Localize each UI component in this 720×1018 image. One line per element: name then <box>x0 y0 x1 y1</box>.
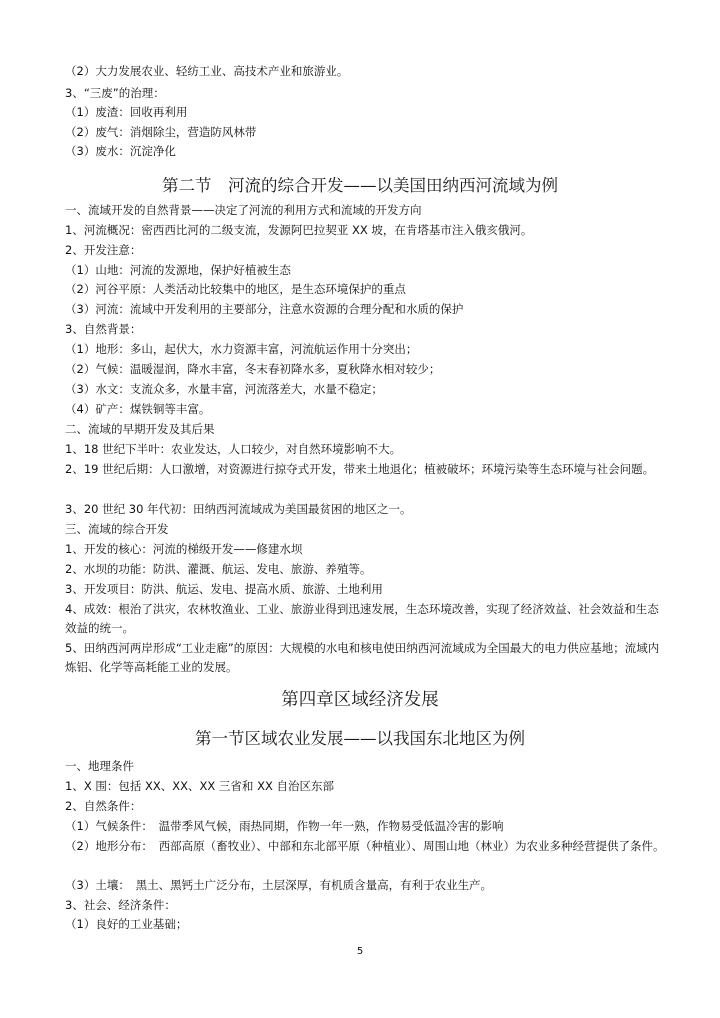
chapter-title: 第四章区域经济发展 <box>281 690 439 710</box>
text-line: （3）废水：沉淀净化 <box>65 144 176 158</box>
text-paragraph: 2、19 世纪后期：人口激增，对资源进行掠夺式开发，带来土地退化；植被破坏；环境污染等生态环境与社会问题。 <box>65 462 655 476</box>
text-paragraph: 5、田纳西河两岸形成“工业走廊”的原因：大规模的水电和核电使田纳西河流域成为全国最大的电力供应基地；流域内炼铝、化学等高耗能工业的发展。 <box>65 641 660 674</box>
text-paragraph: （2）地形分布： 西部高原（畜牧业）、中部和东北部平原（种植业）、周围山地（林业）为农业多种经营提供了条件。 <box>65 839 665 853</box>
text-line: （3）河流：流域中开发利用的主要部分，注意水资源的合理分配和水质的保护 <box>65 302 464 316</box>
text-line: （4）矿产：煤铁铜等丰富。 <box>65 402 211 416</box>
text-line: （2）河谷平原：人类活动比较集中的地区，是生态环境保护的重点 <box>65 282 406 296</box>
text-line: （2）废气：消烟除尘，营造防风林带 <box>65 125 257 139</box>
text-line: （1）良好的工业基础； <box>65 917 188 931</box>
text-line: （1）气候条件： 温带季风气候，雨热同期，作物一年一熟，作物易受低温冷害的影响 <box>65 819 504 833</box>
text-line: 1、开发的核心：河流的梯级开发——修建水坝 <box>65 542 303 556</box>
text-line: （2）大力发展农业、轻纺工业、高技术产业和旅游业。 <box>65 64 349 78</box>
text-paragraph: 4、成效：根治了洪灾，农林牧渔业、工业、旅游业得到迅速发展，生态环境改善，实现了经济效益、社会效益和生态效益的统一。 <box>65 602 659 635</box>
text-line: （1）地形：多山，起伏大，水力资源丰富，河流航运作用十分突出； <box>65 342 418 356</box>
text-line: （3）水文：支流众多，水量丰富，河流落差大，水量不稳定； <box>65 382 383 396</box>
text-line: 1、河流概况：密西西比河的二级支流，发源阿巴拉契亚 XX 坡，在肯塔基市注入俄亥俄河。 <box>65 223 533 237</box>
section-title: 第一节区域农业发展——以我国东北地区为例 <box>195 729 525 748</box>
text-line: （3）土壤： 黑土、黑钙土广泛分布，土层深厚，有机质含量高，有利于农业生产。 <box>65 878 493 892</box>
text-line: 三、流域的综合开发 <box>65 522 169 536</box>
text-line: 1、X 围：包括 XX、XX、XX 三省和 XX 自治区东部 <box>65 779 334 793</box>
text-line: 2、水坝的功能：防洪、灌溉、航运、发电、旅游、养殖等。 <box>65 562 372 576</box>
section-title: 第二节 河流的综合开发——以美国田纳西河流域为例 <box>162 176 558 195</box>
text-line: 一、流域开发的自然背景——决定了河流的利用方式和流域的开发方向 <box>65 203 422 217</box>
text-line: 二、流域的早期开发及其后果 <box>65 422 215 436</box>
text-line: 1、18 世纪下半叶：农业发达，人口较少，对自然环境影响不大。 <box>65 442 402 456</box>
text-line: 一、地理条件 <box>65 759 134 773</box>
text-line: （1）山地：河流的发源地，保护好植被生态 <box>65 263 291 277</box>
text-line: 3、自然背景： <box>65 322 142 336</box>
page-number: 5 <box>356 946 364 957</box>
text-line: 2、自然条件： <box>65 799 142 813</box>
text-line: （1）废渣：回收再利用 <box>65 105 188 119</box>
text-line: 3、“三废”的治理： <box>65 86 165 100</box>
text-line: （2）气候：温暖湿润，降水丰富，冬末春初降水多，夏秋降水相对较少； <box>65 362 441 376</box>
text-line: 3、20 世纪 30 年代初：田纳西河流域成为美国最贫困的地区之一。 <box>65 502 412 516</box>
text-line: 3、开发项目：防洪、航运、发电、提高水质、旅游、土地利用 <box>65 582 383 596</box>
text-line: 2、开发注意： <box>65 243 142 257</box>
text-line: 3、社会、经济条件： <box>65 898 176 912</box>
